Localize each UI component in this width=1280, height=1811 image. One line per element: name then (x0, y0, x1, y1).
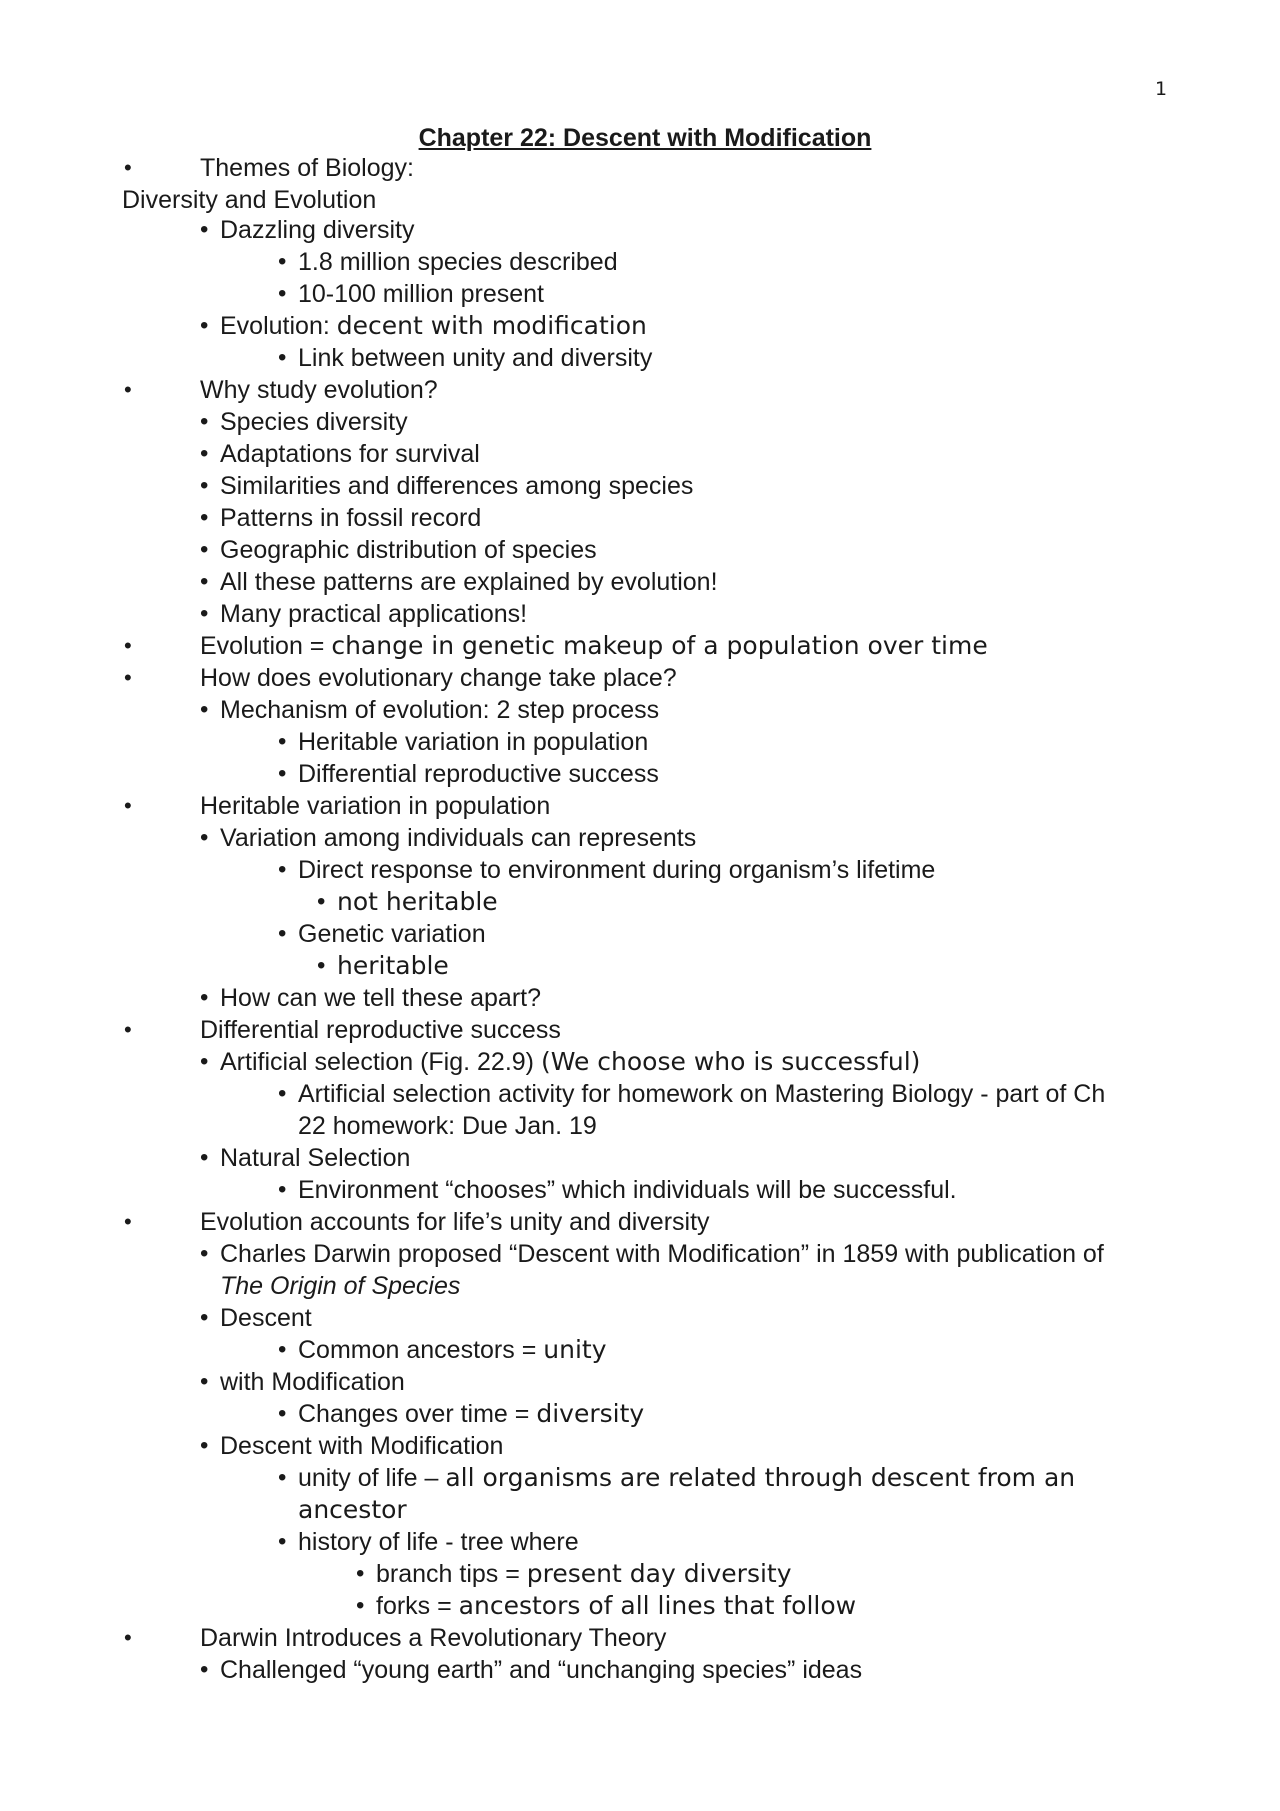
list-item: • branch tips = present day diversity (356, 1559, 792, 1588)
list-item: • Artificial selection (Fig. 22.9) (We choose who is successful) (200, 1047, 921, 1076)
list-item: • Similarities and differences among species (200, 472, 694, 500)
bullet-icon: • (356, 1592, 365, 1619)
bullet-icon: • (278, 856, 287, 883)
list-item: • Why study evolution? (124, 376, 438, 404)
bullet-icon: • (124, 1625, 132, 1650)
list-item-continuation: The Origin of Species (220, 1272, 461, 1300)
list-item: • Heritable variation in population (278, 728, 649, 756)
list-item: • How does evolutionary change take place? (124, 664, 677, 692)
list-item: • Mechanism of evolution: 2 step process (200, 696, 660, 724)
list-item: • Changes over time = diversity (278, 1399, 645, 1428)
list-item: • Charles Darwin proposed “Descent with Modification” in 1859 with publication of (200, 1240, 1104, 1268)
bullet-icon: • (278, 728, 287, 755)
list-item: • Descent (200, 1304, 312, 1332)
bullet-icon: • (278, 280, 287, 307)
bullet-icon: • (124, 665, 132, 690)
list-item: Diversity and Evolution (122, 186, 377, 214)
list-item: • How can we tell these apart? (200, 984, 542, 1012)
list-item: • Darwin Introduces a Revolutionary Theory (124, 1624, 667, 1652)
list-item: • Descent with Modification (200, 1432, 504, 1460)
bullet-icon: • (200, 504, 209, 531)
list-item: • Dazzling diversity (200, 216, 415, 244)
list-item: • Many practical applications! (200, 600, 528, 628)
bullet-icon: • (278, 1464, 287, 1491)
list-item: • not heritable (317, 887, 498, 916)
bullet-icon: • (200, 1368, 209, 1395)
list-item: • 10-100 million present (278, 280, 544, 308)
bullet-icon: • (200, 984, 209, 1011)
bullet-icon: • (200, 408, 209, 435)
bullet-icon: • (278, 920, 287, 947)
bullet-icon: • (278, 248, 287, 275)
bullet-icon: • (124, 1017, 132, 1042)
bullet-icon: • (200, 312, 209, 339)
bullet-icon: • (200, 440, 209, 467)
bullet-icon: • (278, 1336, 287, 1363)
list-item: • Evolution = change in genetic makeup of a population over time (124, 631, 988, 660)
bullet-icon: • (200, 472, 209, 499)
list-item: • with Modification (200, 1368, 405, 1396)
list-item: • Adaptations for survival (200, 440, 480, 468)
bullet-icon: • (278, 1176, 287, 1203)
bullet-icon: • (200, 1304, 209, 1331)
bullet-icon: • (200, 1144, 209, 1171)
bullet-icon: • (200, 536, 209, 563)
list-item: • Evolution: decent with modification (200, 311, 647, 340)
bullet-icon: • (200, 600, 209, 627)
list-item: • forks = ancestors of all lines that follow (356, 1591, 857, 1620)
list-item: • heritable (317, 951, 449, 980)
list-item: • Themes of Biology: (124, 154, 414, 182)
list-item: • Genetic variation (278, 920, 486, 948)
bullet-icon: • (278, 760, 287, 787)
list-item: • Direct response to environment during organism’s lifetime (278, 856, 936, 884)
bullet-icon: • (200, 1656, 209, 1683)
list-item: • Natural Selection (200, 1144, 411, 1172)
list-item: • Differential reproductive success (278, 760, 659, 788)
bullet-icon: • (278, 1528, 287, 1555)
list-item: • unity of life – all organisms are related through descent from an (278, 1463, 1076, 1492)
list-item: • Challenged “young earth” and “unchanging species” ideas (200, 1656, 863, 1684)
bullet-icon: • (200, 1432, 209, 1459)
bullet-icon: • (317, 952, 326, 979)
bullet-icon: • (200, 824, 209, 851)
list-item: • Link between unity and diversity (278, 344, 653, 372)
bullet-icon: • (200, 216, 209, 243)
bullet-icon: • (124, 793, 132, 818)
page-number: 1 (1155, 78, 1168, 100)
list-item: • Evolution accounts for life’s unity and diversity (124, 1208, 710, 1236)
list-item: • Common ancestors = unity (278, 1335, 607, 1364)
page-title: Chapter 22: Descent with Modification (418, 124, 872, 152)
list-item: • Differential reproductive success (124, 1016, 561, 1044)
bullet-icon: • (200, 1240, 209, 1267)
bullet-icon: • (124, 1209, 132, 1234)
bullet-icon: • (200, 696, 209, 723)
list-item: • Environment “chooses” which individuals will be successful. (278, 1176, 957, 1204)
list-item: • Patterns in fossil record (200, 504, 482, 532)
list-item-continuation: 22 homework: Due Jan. 19 (298, 1112, 597, 1140)
bullet-icon: • (124, 377, 132, 402)
bullet-icon: • (317, 888, 326, 915)
bullet-icon: • (124, 633, 132, 658)
bullet-icon: • (200, 1048, 209, 1075)
list-item: • Geographic distribution of species (200, 536, 597, 564)
bullet-icon: • (278, 1400, 287, 1427)
list-item: • 1.8 million species described (278, 248, 618, 276)
bullet-icon: • (124, 155, 132, 180)
list-item: • Heritable variation in population (124, 792, 551, 820)
list-item: • history of life - tree where (278, 1528, 579, 1556)
list-item: • All these patterns are explained by evolution! (200, 568, 718, 596)
bullet-icon: • (356, 1560, 365, 1587)
list-item: • Variation among individuals can represents (200, 824, 697, 852)
bullet-icon: • (278, 344, 287, 371)
list-item: • Artificial selection activity for homework on Mastering Biology - part of Ch (278, 1080, 1106, 1108)
list-item-continuation: ancestor (298, 1495, 407, 1524)
list-item: • Species diversity (200, 408, 408, 436)
bullet-icon: • (278, 1080, 287, 1107)
bullet-icon: • (200, 568, 209, 595)
